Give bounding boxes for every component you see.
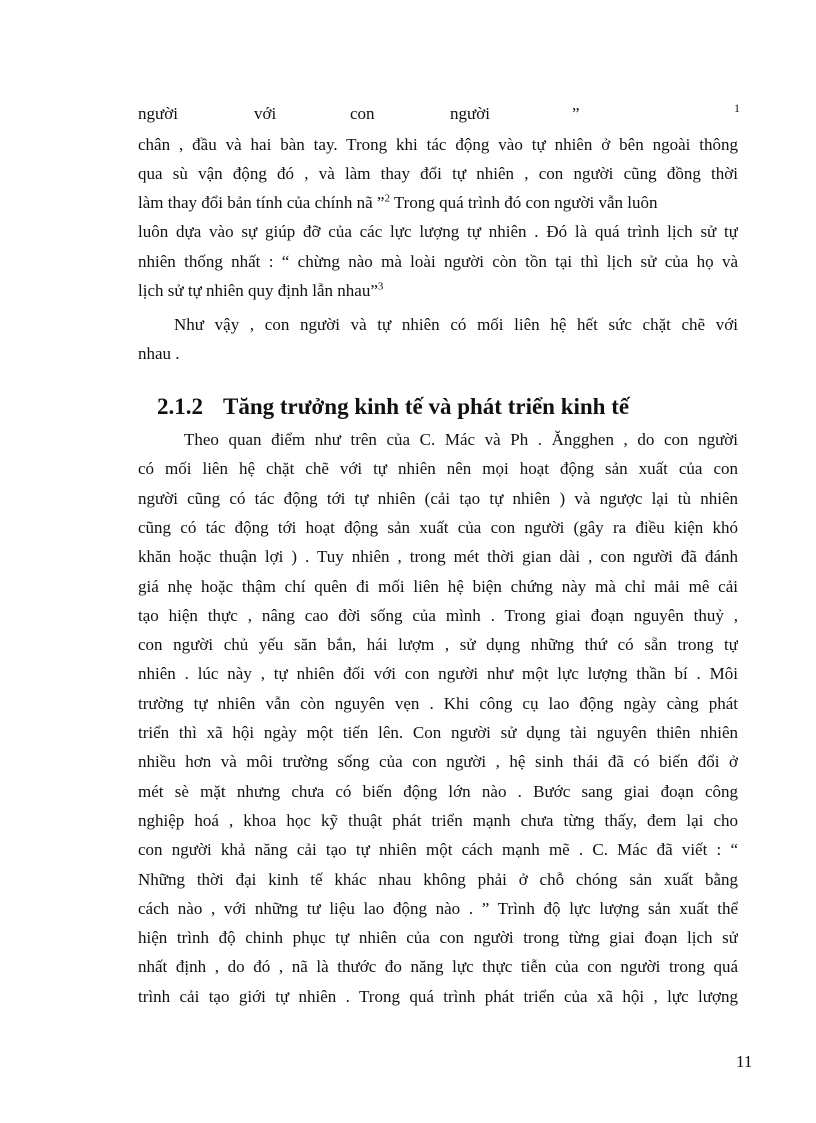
body-text: Trong quá trình đó con người vẫn luôn [389, 193, 658, 212]
body-line: tạo hiện thực , nâng cao đời sống của mình . Trong giai đoạn nguyên thuỷ , [138, 606, 738, 625]
body-line: mét sè mặt nhưng chưa có biến động lớn nào . Bước sang giai đoạn công [138, 782, 738, 801]
footnote-marker-1: 1 [734, 101, 740, 115]
body-line: chân , đầu và hai bàn tay. Trong khi tác động vào tự nhiên ở bên ngoài thông [138, 135, 738, 154]
body-line: qua sù vận động đó , và làm thay đổi tự nhiên , con người cũng đồng thời [138, 164, 738, 183]
first-line-word-3: con [350, 104, 375, 123]
body-line: triển thì xã hội ngày một tiến lên. Con người sử dụng tài nguyên thiên nhiên [138, 723, 738, 742]
body-line: luôn dựa vào sự giúp đỡ của các lực lượng tự nhiên . Đó là quá trình lịch sử tự [138, 222, 738, 241]
first-line-word-4: người [450, 104, 490, 123]
body-line: cũng có tác động tới hoạt động sản xuất của con người (gây ra điều kiện khó [138, 518, 738, 537]
body-line: Những thời đại kinh tế khác nhau không phải ở chỗ chóng sản xuất bằng [138, 870, 738, 889]
body-line: nhất định , do đó , nã là thước đo năng lực thực tiễn của con người trong quá [138, 957, 738, 976]
first-line-word-5: ” [572, 104, 580, 123]
body-line-with-footnote [138, 279, 738, 303]
body-line: khăn hoặc thuận lợi ) . Tuy nhiên , trong mét thời gian dài , con người đã đánh [138, 547, 738, 566]
body-line: nghiệp hoá , khoa học kỹ thuật phát triển mạnh chưa từng thấy, đem lại cho [138, 811, 738, 830]
section-number: 2.1.2 [157, 394, 203, 419]
body-line: cách nào , với những tư liệu lao động nào . ” Trình độ lực lượng sản xuất thể [138, 899, 738, 918]
footnote-marker-2: 2 [384, 192, 390, 205]
first-line-word-1: người [138, 104, 178, 123]
body-line: nhiên . lúc này , tự nhiên đối với con người như một lực lượng thần bí . Môi [138, 664, 738, 683]
body-line: nhau . [138, 344, 180, 363]
page-number: 11 [736, 1052, 753, 1071]
body-text: lịch sử tự nhiên quy định lẫn nhau” [138, 281, 378, 300]
body-line-with-footnote [138, 191, 738, 215]
body-line: nhiên thống nhất : “ chừng nào mà loài người còn tồn tại thì lịch sử của họ và [138, 252, 738, 271]
body-line: Như vậy , con người và tự nhiên có mối liên hệ hết sức chặt chẽ với [174, 315, 738, 334]
body-line: Theo quan điểm như trên của C. Mác và Ph . Ăngghen , do con người [184, 430, 738, 449]
body-line: trường tự nhiên vẫn còn nguyên vẹn . Khi công cụ lao động ngày càng phát [138, 694, 738, 713]
body-line: nhiều hơn và môi trường sống của con người , hệ sinh thái đã có biến đổi ở [138, 752, 738, 771]
body-line: hiện trình độ chinh phục tự nhiên của con người trong từng giai đoạn lịch sử [138, 928, 738, 947]
body-line: trình cải tạo giới tự nhiên . Trong quá trình phát triển của xã hội , lực lượng [138, 987, 738, 1006]
body-line: con người chủ yếu săn bắn, hái lượm , sử dụng những thứ có sẵn trong tự [138, 635, 738, 654]
first-line-word-2: với [254, 104, 277, 123]
body-line: con người khả năng cải tạo tự nhiên một cách mạnh mẽ . C. Mác đã viết : “ [138, 840, 738, 859]
section-title: Tăng trưởng kinh tế và phát triển kinh tế [223, 394, 630, 419]
body-line: người cũng có tác động tới tự nhiên (cải tạo tự nhiên ) và ngược lại tù nhiên [138, 489, 738, 508]
body-text: làm thay đổi bản tính của chính nã ” [138, 193, 385, 212]
first-line [138, 102, 738, 126]
footnote-marker-3: 3 [377, 280, 384, 293]
body-line: giá nhẹ hoặc thậm chí quên đi mối liên hệ biện chứng này mà chỉ mải mê cải [138, 577, 738, 596]
section-heading [157, 392, 757, 422]
body-line: có mối liên hệ chặt chẽ với tự nhiên nên mọi hoạt động sản xuất của con [138, 459, 738, 478]
